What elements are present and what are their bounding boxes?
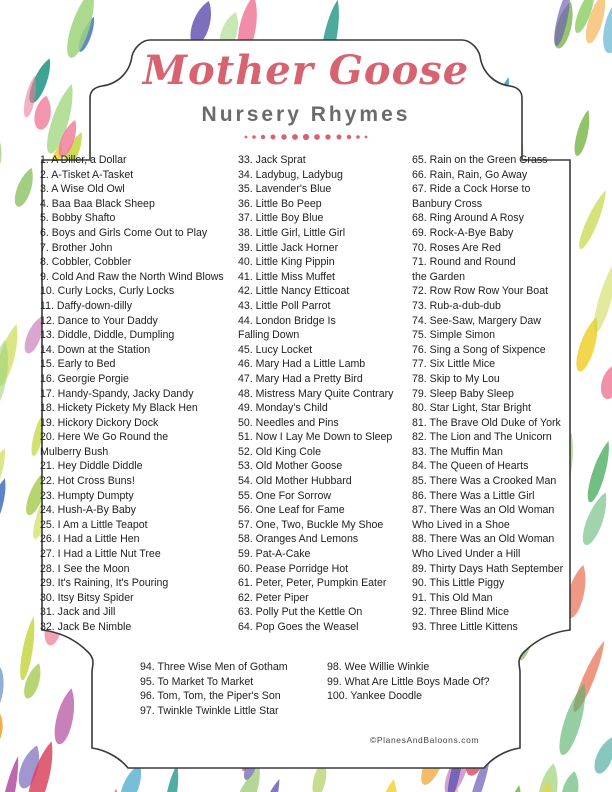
rhyme-list-item: 79. Sleep Baby Sleep xyxy=(412,387,514,400)
rhyme-list-item: 9. Cold And Raw the North Wind Blows xyxy=(40,270,224,283)
rhyme-list-item: 24. Hush-A-By Baby xyxy=(40,504,136,517)
rhyme-list-item: 74. See-Saw, Margery Daw xyxy=(412,314,541,327)
rhyme-list-item: Banbury Cross xyxy=(412,197,483,210)
rhyme-list-item: 48. Mistress Mary Quite Contrary xyxy=(238,387,394,400)
rhyme-list-item: 30. Itsy Bitsy Spider xyxy=(40,591,134,604)
rhyme-list-item: 71. Round and Round xyxy=(412,256,516,269)
rhyme-list-item: 50. Needles and Pins xyxy=(238,416,339,429)
rhyme-list-column-3 xyxy=(412,153,563,635)
rhyme-list-item: Who Lived in a Shoe xyxy=(412,518,510,531)
rhyme-list-item: 51. Now I Lay Me Down to Sleep xyxy=(238,431,393,444)
rhyme-list-item: 10. Curly Locks, Curly Locks xyxy=(40,285,175,298)
rhyme-list-item: 70. Roses Are Red xyxy=(412,241,501,254)
rhyme-list-item: 21. Hey Diddle Diddle xyxy=(40,460,143,473)
rhyme-list-item: 1. A Diller, a Dollar xyxy=(40,154,127,166)
rhyme-list-item: 60. Pease Porridge Hot xyxy=(238,562,349,575)
rhyme-list-item: 14. Down at the Station xyxy=(40,343,151,356)
rhyme-list-item: 44. London Bridge Is xyxy=(238,314,336,327)
rhyme-list-item: 61. Peter, Peter, Pumpkin Eater xyxy=(238,577,387,590)
rhyme-list-item: 98. Wee Willie Winkie xyxy=(327,661,430,673)
rhyme-list-item: 38. Little Girl, Little Girl xyxy=(238,226,346,239)
rhyme-list-item: 54. Old Mother Hubbard xyxy=(238,475,352,488)
rhyme-list-item: 85. There Was a Crooked Man xyxy=(412,475,557,488)
rhyme-list-item: 4. Baa Baa Black Sheep xyxy=(40,197,155,210)
rhyme-list-item: 27. I Had a Little Nut Tree xyxy=(40,548,161,561)
rhyme-list-item: 88. There Was an Old Woman xyxy=(412,533,555,546)
rhyme-list-item: Mulberry Bush xyxy=(40,445,109,458)
title-divider-dots xyxy=(245,134,368,140)
rhyme-list-item: 58. Oranges And Lemons xyxy=(238,533,359,546)
rhyme-list-item: 91. This Old Man xyxy=(412,591,493,604)
rhyme-list-item: 34. Ladybug, Ladybug xyxy=(238,168,343,181)
rhyme-list-item: 63. Polly Put the Kettle On xyxy=(238,606,363,619)
rhyme-list-item: 11. Daffy-down-dilly xyxy=(40,299,133,312)
rhyme-list-column-2 xyxy=(238,153,393,635)
rhyme-list-item: 93. Three Little Kittens xyxy=(412,621,518,633)
rhyme-list-item: 65. Rain on the Green Grass xyxy=(412,154,548,166)
rhyme-list-item: 15. Early to Bed xyxy=(40,358,116,371)
rhyme-list-item: 62. Peter Piper xyxy=(238,591,309,604)
rhyme-list-item: 6. Boys and Girls Come Out to Play xyxy=(40,226,208,239)
rhyme-list-item: 83. The Muffin Man xyxy=(412,445,503,458)
rhyme-list-item: 89. Thirty Days Hath September xyxy=(412,562,564,575)
rhyme-list-item: 86. There Was a Little Girl xyxy=(412,489,535,502)
rhyme-list-item: 13. Diddle, Diddle, Dumpling xyxy=(40,329,175,342)
rhyme-list-item: 45. Lucy Locket xyxy=(238,343,313,356)
rhyme-list-item: Falling Down xyxy=(238,329,300,342)
page-title: Mother Goose xyxy=(142,47,470,94)
rhyme-list-item: 68. Ring Around A Rosy xyxy=(412,212,524,225)
rhyme-list-item: 92. Three Blind Mice xyxy=(412,606,509,619)
rhyme-list-item: 36. Little Bo Peep xyxy=(238,197,322,210)
rhyme-list-item: 80. Star Light, Star Bright xyxy=(412,402,531,415)
rhyme-list-item: 2. A-Tisket A-Tasket xyxy=(40,168,134,181)
rhyme-list-item: 18. Hickety Pickety My Black Hen xyxy=(40,402,198,415)
rhyme-list-item: 41. Little Miss Muffet xyxy=(238,270,335,283)
rhyme-list-item: 23. Humpty Dumpty xyxy=(40,489,134,502)
rhyme-list-item: 42. Little Nancy Etticoat xyxy=(238,285,350,298)
rhyme-list-item: 95. To Market To Market xyxy=(140,675,254,688)
rhyme-list-item: 94. Three Wise Men of Gotham xyxy=(140,661,288,673)
rhyme-list-item: 76. Sing a Song of Sixpence xyxy=(412,343,546,356)
rhyme-list-item: 32. Jack Be Nimble xyxy=(40,621,132,633)
rhyme-list-item: 77. Six Little Mice xyxy=(412,358,496,371)
rhyme-list-item: 96. Tom, Tom, the Piper's Son xyxy=(140,690,281,703)
rhyme-list-item: 97. Twinkle Twinkle Little Star xyxy=(140,704,279,717)
rhyme-list-item: 46. Mary Had a Little Lamb xyxy=(238,358,366,371)
rhyme-list-item: 7. Brother John xyxy=(40,241,113,254)
rhyme-list-item: 43. Little Poll Parrot xyxy=(238,299,331,312)
rhyme-list-item: 37. Little Boy Blue xyxy=(238,212,324,225)
website-credit: ©PlanesAndBaloons.com xyxy=(370,735,480,745)
rhyme-list-item: 17. Handy-Spandy, Jacky Dandy xyxy=(40,387,194,400)
rhyme-list-item: 53. Old Mother Goose xyxy=(238,460,343,473)
rhyme-list-item: 33. Jack Sprat xyxy=(238,154,306,166)
rhyme-list-item: 81. The Brave Old Duke of York xyxy=(412,416,561,429)
rhyme-list-item: 5. Bobby Shafto xyxy=(40,212,116,225)
rhyme-list-item: 57. One, Two, Buckle My Shoe xyxy=(238,518,384,531)
rhyme-list-item: 67. Ride a Cock Horse to xyxy=(412,183,531,196)
rhyme-list-item: 12. Dance to Your Daddy xyxy=(40,314,158,327)
rhyme-list-item: 56. One Leaf for Fame xyxy=(238,504,345,517)
rhyme-list-item: the Garden xyxy=(412,270,466,283)
rhyme-list-item: 39. Little Jack Horner xyxy=(238,241,339,254)
rhyme-list-item: 69. Rock-A-Bye Baby xyxy=(412,226,514,239)
rhyme-list-item: 16. Georgie Porgie xyxy=(40,372,129,385)
rhyme-list-item: 29. It's Raining, It's Pouring xyxy=(40,577,169,590)
rhyme-list-item: 28. I See the Moon xyxy=(40,562,130,575)
rhyme-list-item: 19. Hickory Dickory Dock xyxy=(40,416,159,429)
rhyme-list-item: 82. The Lion and The Unicorn xyxy=(412,431,552,444)
rhyme-list-item: 35. Lavender's Blue xyxy=(238,183,332,196)
rhyme-list-item: 87. There Was an Old Woman xyxy=(412,504,555,517)
rhyme-list-column-1 xyxy=(40,153,224,635)
rhyme-list-item: 55. One For Sorrow xyxy=(238,489,332,502)
rhyme-list-item: 3. A Wise Old Owl xyxy=(40,183,125,196)
rhyme-list-item: 75. Simple Simon xyxy=(412,329,496,342)
rhyme-list-item: 20. Here We Go Round the xyxy=(40,431,169,444)
rhyme-list-item: 8. Cobbler, Cobbler xyxy=(40,256,132,269)
rhyme-list-item: 66. Rain, Rain, Go Away xyxy=(412,168,528,181)
rhyme-list-item: 90. This Little Piggy xyxy=(412,577,505,590)
rhyme-list-item: 49. Monday's Child xyxy=(238,402,328,415)
rhyme-list-item: 64. Pop Goes the Weasel xyxy=(238,621,359,633)
rhyme-list-item: Who Lived Under a Hill xyxy=(412,548,521,561)
rhyme-list-item: 22. Hot Cross Buns! xyxy=(40,475,135,488)
rhyme-list-item: 99. What Are Little Boys Made Of? xyxy=(327,675,490,688)
rhyme-list-item: 73. Rub-a-dub-dub xyxy=(412,299,501,312)
rhyme-list-item: 84. The Queen of Hearts xyxy=(412,460,529,473)
rhyme-list-bottom-right xyxy=(327,660,490,704)
rhyme-list-item: 31. Jack and Jill xyxy=(40,606,116,619)
rhyme-list-item: 72. Row Row Row Your Boat xyxy=(412,285,549,298)
rhyme-list-item: 25. I Am a Little Teapot xyxy=(40,518,148,531)
rhyme-list-item: 52. Old King Cole xyxy=(238,445,322,458)
rhyme-list-bottom-left xyxy=(140,660,288,718)
rhyme-list-item: 26. I Had a Little Hen xyxy=(40,533,140,546)
rhyme-list-item: 100. Yankee Doodle xyxy=(327,690,423,703)
rhyme-list-item: 47. Mary Had a Pretty Bird xyxy=(238,372,363,385)
page-subtitle: Nursery Rhymes xyxy=(201,103,411,126)
rhyme-list-item: 78. Skip to My Lou xyxy=(412,372,500,385)
rhyme-list-item: 40. Little King Pippin xyxy=(238,256,335,269)
rhyme-list-item: 59. Pat-A-Cake xyxy=(238,548,311,561)
